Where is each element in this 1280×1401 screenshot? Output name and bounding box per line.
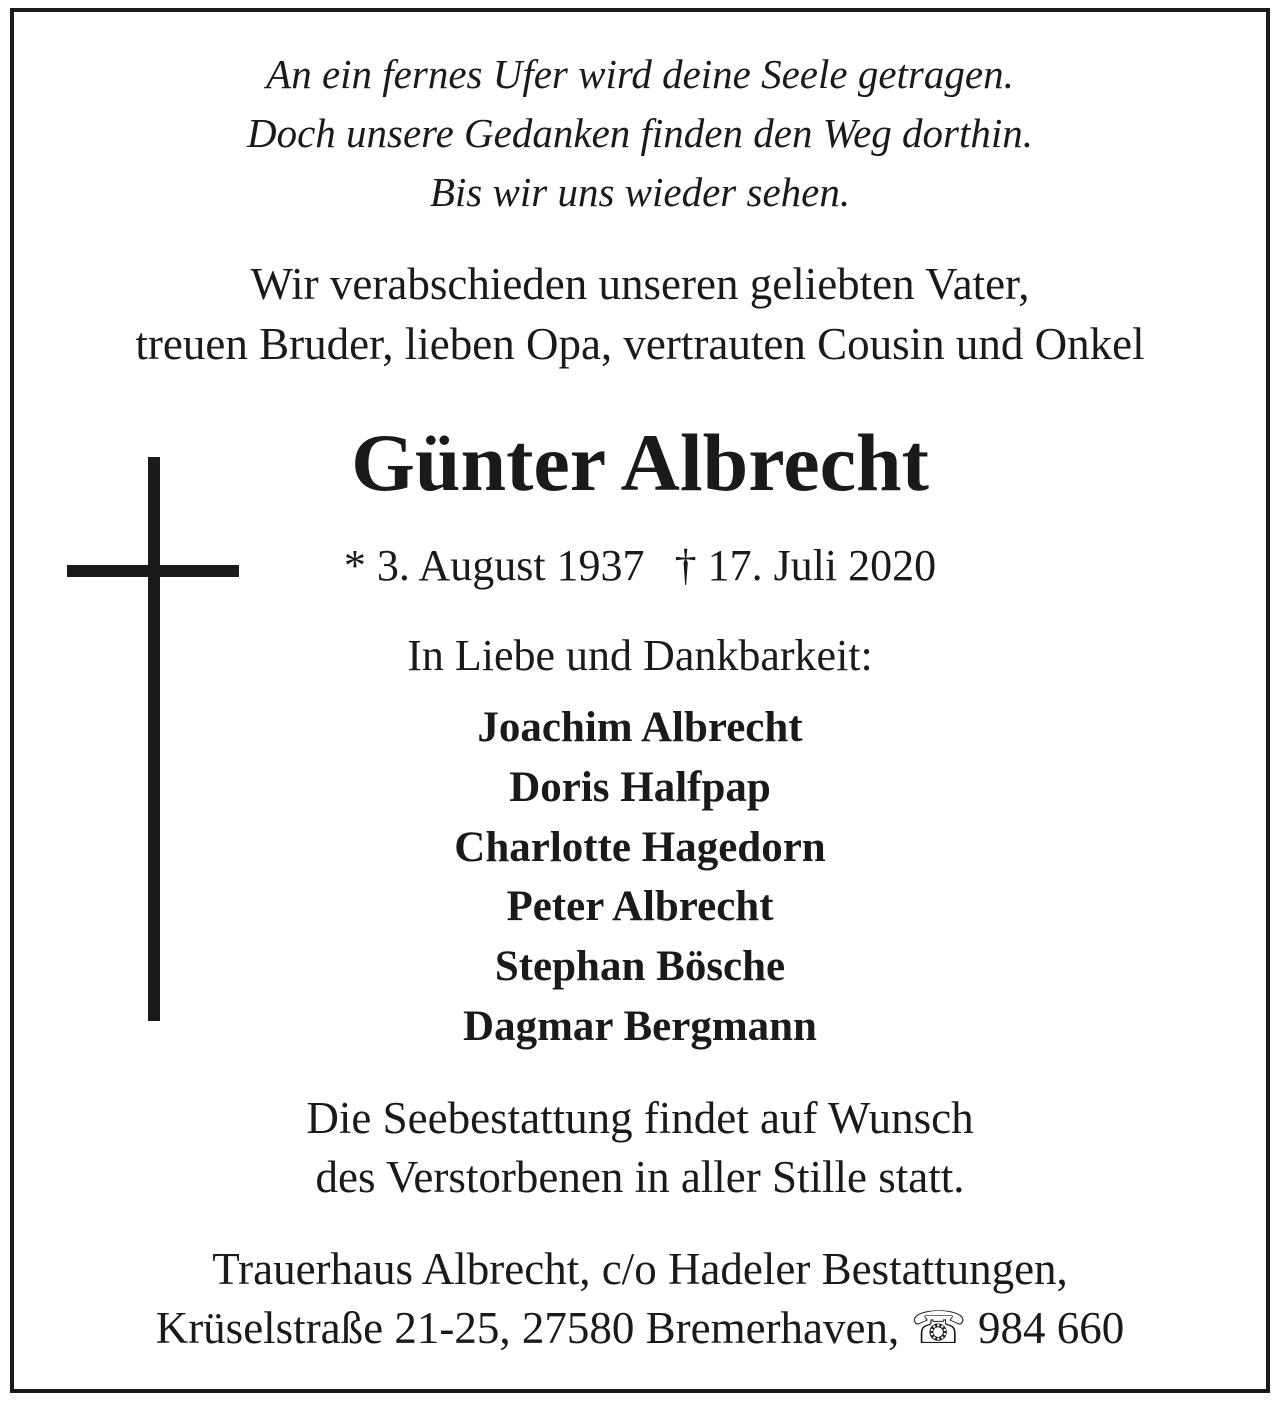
notice-line-1: Die Seebestattung findet auf Wunsch — [306, 1093, 974, 1143]
death-date: † 17. Juli 2020 — [674, 541, 937, 590]
phone-icon: ☏ — [910, 1303, 967, 1353]
intro-line-1: Wir verabschieden unseren geliebten Vater, — [250, 259, 1030, 309]
verse-line-3: Bis wir uns wieder sehen. — [429, 169, 851, 215]
notice-line-2: des Verstorbenen in aller Stille statt. — [315, 1152, 965, 1202]
verse-line-2: Doch unsere Gedanken finden den Weg dorthin. — [246, 110, 1034, 156]
life-dates — [0, 538, 1280, 594]
birth-date: * 3. August 1937 — [343, 541, 645, 590]
family-member: Doris Halfpap — [509, 764, 771, 811]
contact-address: Krüselstraße 21-25, 27580 Bremerhaven, — [155, 1303, 900, 1353]
family-member: Stephan Bösche — [494, 943, 786, 990]
intro-line-2: treuen Bruder, lieben Opa, vertrauten Cousin und Onkel — [135, 319, 1145, 369]
family-member: Dagmar Bergmann — [463, 1003, 817, 1050]
deceased-name: Günter Albrecht — [351, 417, 929, 508]
contact-line-1: Trauerhaus Albrecht, c/o Hadeler Bestattungen, — [212, 1244, 1068, 1294]
family-heading: In Liebe und Dankbarkeit: — [407, 631, 873, 680]
contact-line-2 — [0, 1299, 1280, 1357]
phone-number: 984 660 — [978, 1303, 1125, 1353]
verse-line-1: An ein fernes Ufer wird deine Seele getragen. — [266, 51, 1014, 97]
family-member: Peter Albrecht — [506, 883, 774, 930]
family-member: Joachim Albrecht — [477, 704, 803, 751]
family-member: Charlotte Hagedorn — [454, 824, 826, 871]
